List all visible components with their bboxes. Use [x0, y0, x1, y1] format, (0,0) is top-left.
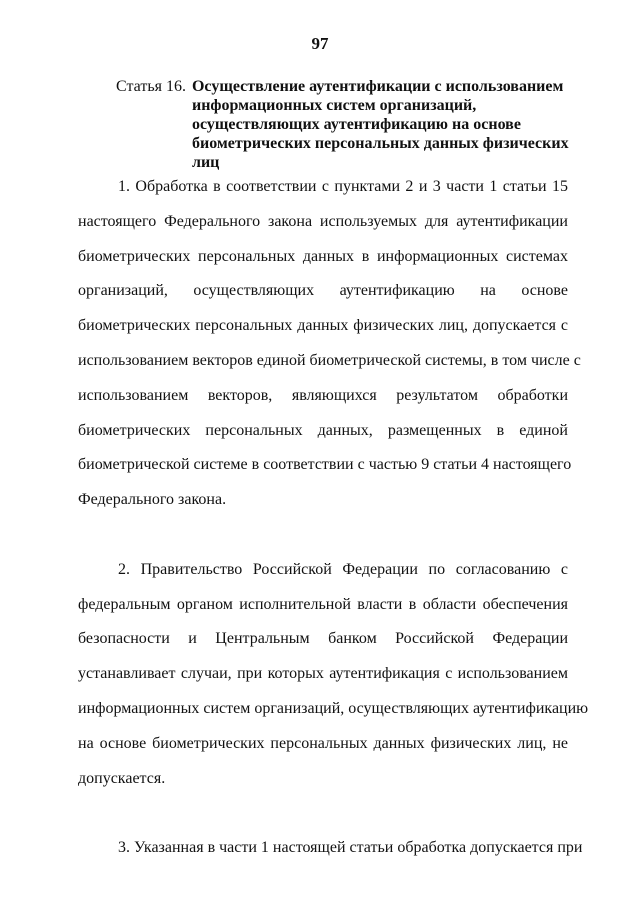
text-line: устанавливает случаи, при которых аутентификация с использованием: [78, 665, 568, 683]
text-line: 1. Обработка в соответствии с пунктами 2 и 3 части 1 статьи 15: [118, 178, 568, 195]
article-heading: [116, 77, 586, 172]
article-title-line: биометрических персональных данных физических: [191, 135, 569, 152]
text-line: допускается.: [78, 769, 166, 787]
article-title-line: информационных систем организаций,: [191, 97, 477, 114]
text-line: настоящего Федерального закона используемых для аутентификации: [78, 212, 568, 230]
text-line: безопасности и Центральным банком Российской Федерации: [78, 630, 568, 648]
text-line: 2. Правительство Российской Федерации по согласованию с: [118, 560, 568, 578]
paragraph-spacer: [78, 518, 568, 553]
text-line: использованием векторов, являющихся результатом обработки: [78, 386, 568, 404]
article-title-line: Осуществление аутентификации с использованием: [191, 78, 564, 95]
text-line: организаций, осуществляющих аутентификацию на основе: [78, 282, 568, 300]
article-title: [192, 77, 569, 172]
text-line: информационных систем организаций, осуществляющих аутентификацию: [78, 699, 589, 717]
article-title-line: лиц: [191, 154, 220, 171]
text-line: федеральным органом исполнительной власти в области обеспечения: [78, 595, 568, 613]
article-title-line: осуществляющих аутентификацию на основе: [191, 116, 521, 133]
text-line: 3. Указанная в части 1 настоящей статьи обработка допускается при: [118, 839, 583, 857]
paragraph-spacer: [78, 796, 568, 831]
article-label: Статья 16.: [116, 78, 186, 95]
paragraph-1: [78, 170, 581, 518]
text-line: биометрических персональных данных физических лиц, допускается с: [78, 317, 568, 335]
text-line: биометрической системе в соответствии с частью 9 статьи 4 настоящего: [78, 456, 572, 474]
paragraph-2: [78, 553, 589, 797]
text-line: Федерального закона.: [78, 491, 227, 509]
text-line: биометрических персональных данных, размещенных в единой: [78, 421, 568, 439]
page-number: 97: [311, 34, 329, 53]
text-line: использованием векторов единой биометрической системы, в том числе с: [78, 351, 581, 369]
text-line: на основе биометрических персональных данных физических лиц, не: [78, 734, 568, 752]
paragraph-3: [78, 831, 583, 866]
body-text: [78, 170, 589, 866]
text-line: биометрических персональных данных в информационных системах: [78, 247, 568, 265]
